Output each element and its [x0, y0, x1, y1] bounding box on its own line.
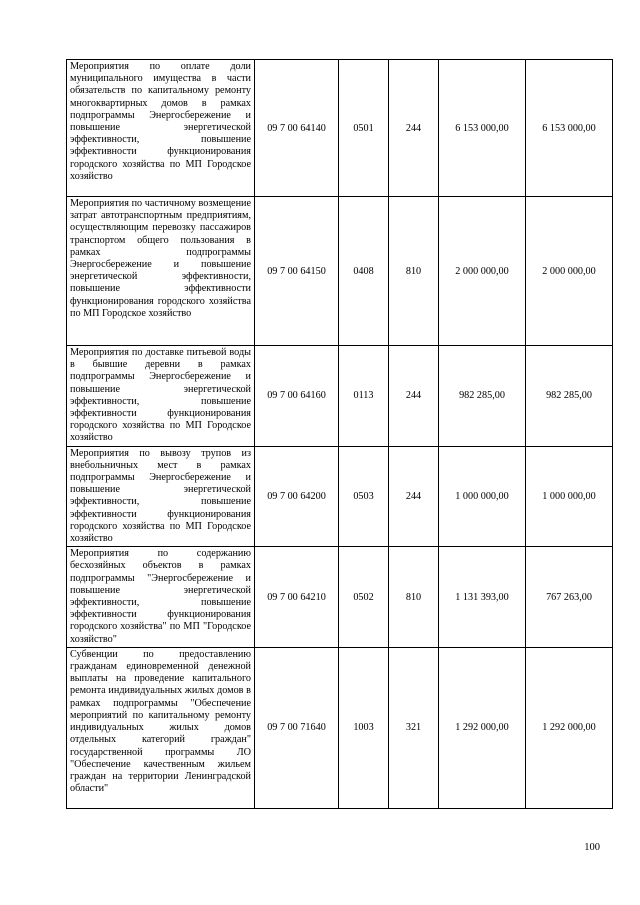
row-name: Субвенции по предоставлению гражданам единовременной денежной выплаты на проведение капитального ремонта индивидуальных жилых домов в рамках подпрограммы "Обеспечение мероприятий по капитальному ремонту индивидуальных жилых домов отдельных категорий граждан" государственной программы ЛО "Обеспечение качественным жильем граждан на территории Ленинградской области" — [67, 647, 255, 808]
row-name: Мероприятия по частичному возмещение затрат автотранспортным предприятиям, осуществляющим перевозку пассажиров транспортом общего пользования в рамках подпрограммы Энергосбережение и повышение энергетической эффективности, повышение эффективности функционирования городского хозяйства по МП Городское хозяйство — [67, 197, 255, 346]
row-csr: 09 7 00 64150 — [255, 197, 339, 346]
row-amount-fact: 1 000 000,00 — [526, 446, 613, 547]
row-amount-fact: 1 292 000,00 — [526, 647, 613, 808]
row-csr: 09 7 00 71640 — [255, 647, 339, 808]
row-section: 0113 — [339, 346, 389, 447]
row-name: Мероприятия по содержанию бесхозяйных объектов в рамках подпрограммы "Энергосбережение и повышение энергетической эффективности, повышение эффективности функционирования городского хозяйства" по МП "Городское хозяйство" — [67, 547, 255, 648]
row-section: 0503 — [339, 446, 389, 547]
table-row — [67, 60, 613, 197]
row-section: 1003 — [339, 647, 389, 808]
row-vr: 321 — [389, 647, 439, 808]
row-csr: 09 7 00 64140 — [255, 60, 339, 197]
row-section: 0502 — [339, 547, 389, 648]
row-name: Мероприятия по вывозу трупов из внебольничных мест в рамках подпрограммы Энергосбережение и повышение энергетической эффективности, повышение эффективности функционирования городского хозяйства по МП Городское хозяйство — [67, 446, 255, 547]
table-row — [67, 197, 613, 346]
row-section: 0501 — [339, 60, 389, 197]
page-number: 100 — [584, 842, 600, 853]
row-name: Мероприятия по доставке питьевой воды в бывшие деревни в рамках подпрограммы Энергосбережение и повышение энергетической эффективности, повышение эффективности функционирования городского хозяйства по МП Городское хозяйство — [67, 346, 255, 447]
row-name: Мероприятия по оплате доли муниципального имущества в части обязательств по капитальному ремонту многоквартирных домов в рамках подпрограммы Энергосбережение и повышение энергетической эффективности, повышение эффективности функционирования городского хозяйства по МП Городское хозяйство — [67, 60, 255, 197]
row-vr: 244 — [389, 60, 439, 197]
row-amount-fact: 2 000 000,00 — [526, 197, 613, 346]
table-row — [67, 647, 613, 808]
row-amount-fact: 6 153 000,00 — [526, 60, 613, 197]
row-vr: 244 — [389, 346, 439, 447]
row-csr: 09 7 00 64160 — [255, 346, 339, 447]
row-vr: 810 — [389, 547, 439, 648]
row-csr: 09 7 00 64210 — [255, 547, 339, 648]
row-amount-plan: 6 153 000,00 — [439, 60, 526, 197]
row-section: 0408 — [339, 197, 389, 346]
row-amount-fact: 767 263,00 — [526, 547, 613, 648]
row-csr: 09 7 00 64200 — [255, 446, 339, 547]
row-amount-plan: 2 000 000,00 — [439, 197, 526, 346]
table-row — [67, 446, 613, 547]
row-amount-plan: 982 285,00 — [439, 346, 526, 447]
row-amount-plan: 1 000 000,00 — [439, 446, 526, 547]
row-amount-plan: 1 292 000,00 — [439, 647, 526, 808]
row-vr: 244 — [389, 446, 439, 547]
table-row — [67, 346, 613, 447]
row-amount-fact: 982 285,00 — [526, 346, 613, 447]
budget-table — [66, 59, 613, 809]
table-row — [67, 547, 613, 648]
row-amount-plan: 1 131 393,00 — [439, 547, 526, 648]
row-vr: 810 — [389, 197, 439, 346]
